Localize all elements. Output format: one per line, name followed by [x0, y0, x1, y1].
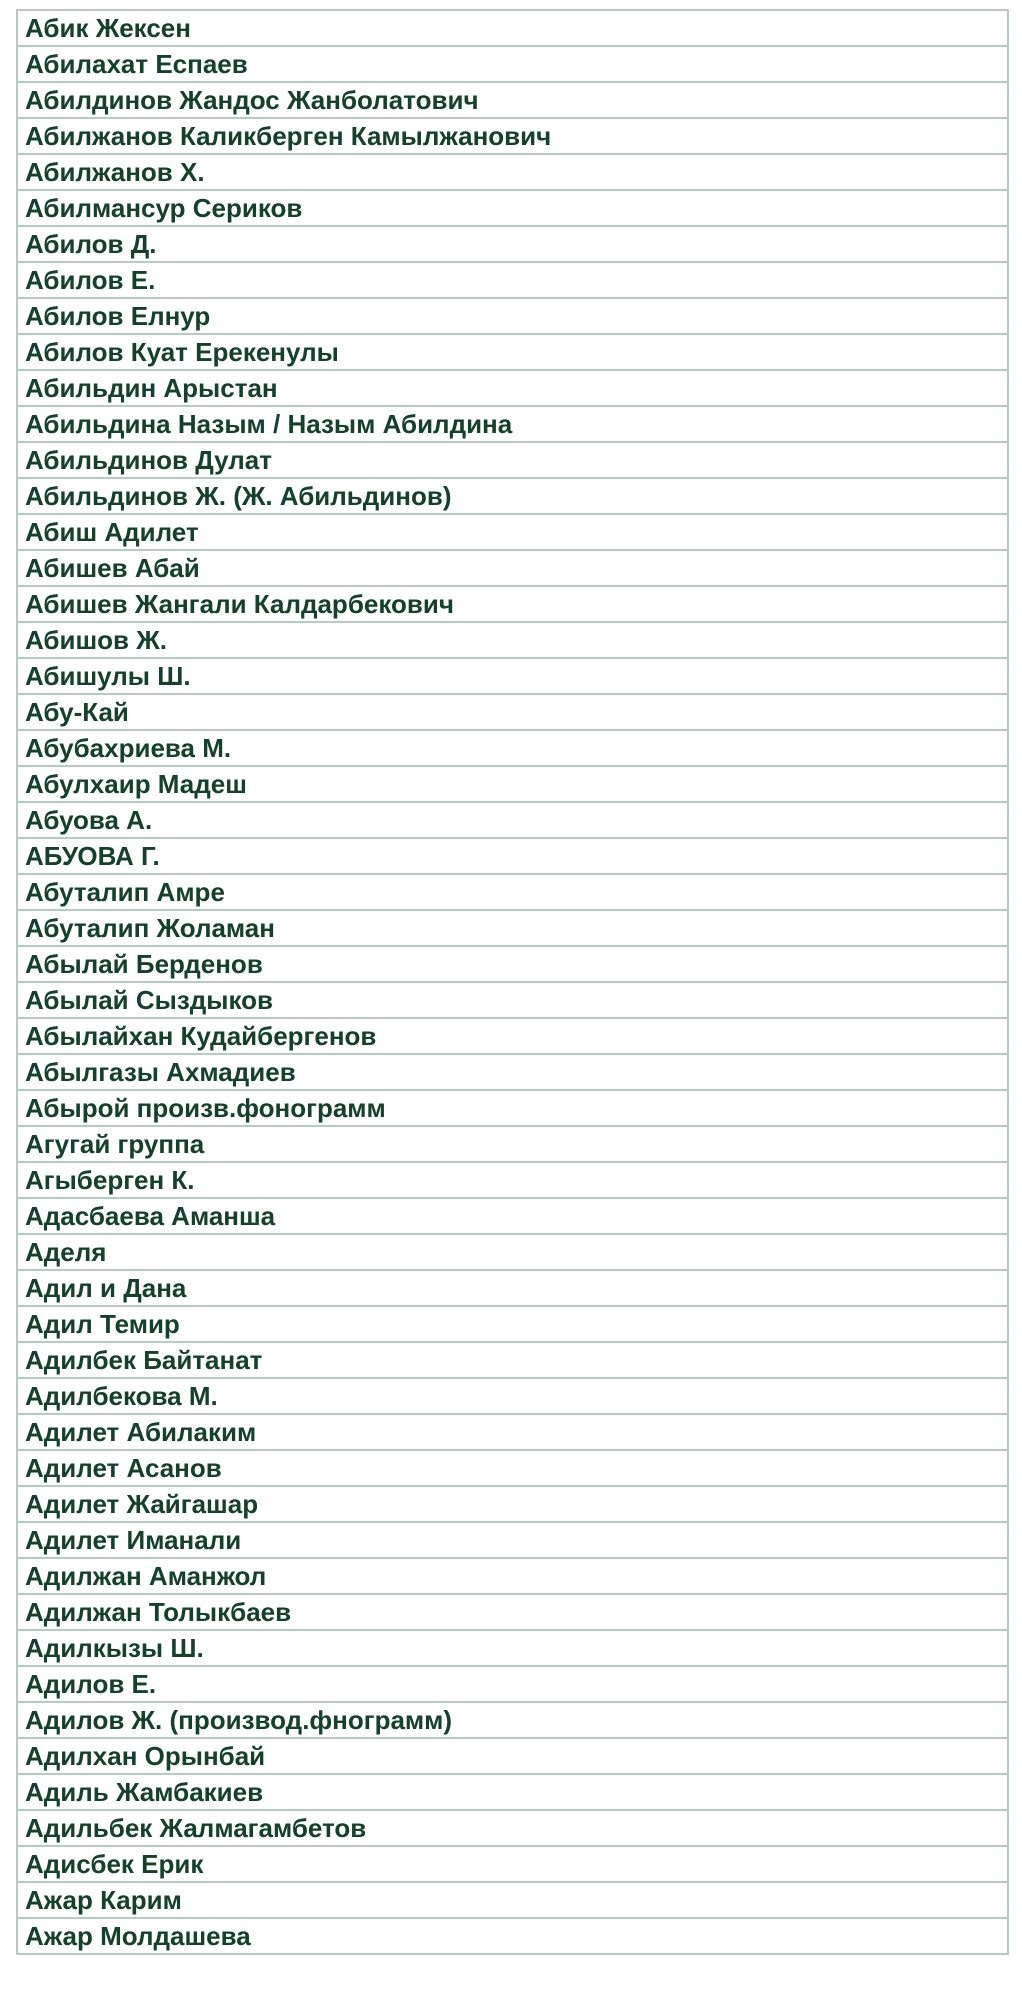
- name-cell: Абишулы Ш.: [17, 658, 1008, 694]
- table-row: [17, 118, 1008, 154]
- table-row: [17, 946, 1008, 982]
- table-row: [17, 1270, 1008, 1306]
- table-row: [17, 766, 1008, 802]
- name-cell: Абылгазы Ахмадиев: [17, 1054, 1008, 1090]
- name-cell: Абильдинов Ж. (Ж. Абильдинов): [17, 478, 1008, 514]
- name-cell: Адилжан Толыкбаев: [17, 1594, 1008, 1630]
- table-row: [17, 1810, 1008, 1846]
- table-row: [17, 910, 1008, 946]
- name-cell: Абулхаир Мадеш: [17, 766, 1008, 802]
- name-cell: Абилжанов Х.: [17, 154, 1008, 190]
- table-row: [17, 1018, 1008, 1054]
- table-row: [17, 982, 1008, 1018]
- name-cell: Абылайхан Кудайбергенов: [17, 1018, 1008, 1054]
- table-row: [17, 1090, 1008, 1126]
- table-row: [17, 46, 1008, 82]
- table-row: [17, 478, 1008, 514]
- name-cell: Адилжан Аманжол: [17, 1558, 1008, 1594]
- name-cell: Абишов Ж.: [17, 622, 1008, 658]
- name-cell: Абуталип Амре: [17, 874, 1008, 910]
- name-cell: Абишев Жангали Калдарбекович: [17, 586, 1008, 622]
- table-row: [17, 1702, 1008, 1738]
- table-row: [17, 1882, 1008, 1918]
- table-row: [17, 550, 1008, 586]
- name-cell: Абырой произв.фонограмм: [17, 1090, 1008, 1126]
- name-cell: Абуова А.: [17, 802, 1008, 838]
- name-cell: Адилбекова М.: [17, 1378, 1008, 1414]
- name-cell: Адиль Жамбакиев: [17, 1774, 1008, 1810]
- table-row: [17, 1918, 1008, 1954]
- name-cell: Абильдина Назым / Назым Абилдина: [17, 406, 1008, 442]
- name-cell: Абишев Абай: [17, 550, 1008, 586]
- name-cell: Абильдин Арыстан: [17, 370, 1008, 406]
- name-cell: Абылай Берденов: [17, 946, 1008, 982]
- name-cell: Абилахат Еспаев: [17, 46, 1008, 82]
- names-table: [16, 9, 1009, 1955]
- name-cell: Агугай группа: [17, 1126, 1008, 1162]
- name-cell: АБУОВА Г.: [17, 838, 1008, 874]
- table-row: [17, 1162, 1008, 1198]
- name-cell: Адисбек Ерик: [17, 1846, 1008, 1882]
- table-row: [17, 658, 1008, 694]
- table-row: [17, 838, 1008, 874]
- table-row: [17, 730, 1008, 766]
- name-cell: Ажар Карим: [17, 1882, 1008, 1918]
- table-row: [17, 1666, 1008, 1702]
- name-cell: Абилов Д.: [17, 226, 1008, 262]
- table-row: [17, 1378, 1008, 1414]
- name-cell: Аделя: [17, 1234, 1008, 1270]
- table-row: [17, 1774, 1008, 1810]
- table-row: [17, 1342, 1008, 1378]
- name-cell: Абылай Сыздыков: [17, 982, 1008, 1018]
- name-cell: Адилов Е.: [17, 1666, 1008, 1702]
- table-row: [17, 82, 1008, 118]
- name-cell: Абилдинов Жандос Жанболатович: [17, 82, 1008, 118]
- table-row: [17, 1054, 1008, 1090]
- table-row: [17, 1126, 1008, 1162]
- name-cell: Абиш Адилет: [17, 514, 1008, 550]
- table-row: [17, 1234, 1008, 1270]
- name-cell: Абилмансур Сериков: [17, 190, 1008, 226]
- table-row: [17, 1630, 1008, 1666]
- table-row: [17, 226, 1008, 262]
- name-cell: Адильбек Жалмагамбетов: [17, 1810, 1008, 1846]
- table-row: [17, 1846, 1008, 1882]
- table-row: [17, 190, 1008, 226]
- name-cell: Адилет Абилаким: [17, 1414, 1008, 1450]
- name-cell: Абилжанов Каликберген Камылжанович: [17, 118, 1008, 154]
- table-row: [17, 298, 1008, 334]
- table-row: [17, 370, 1008, 406]
- table-row: [17, 154, 1008, 190]
- name-cell: Абильдинов Дулат: [17, 442, 1008, 478]
- name-cell: Абилов Е.: [17, 262, 1008, 298]
- table-row: [17, 874, 1008, 910]
- table-row: [17, 802, 1008, 838]
- name-cell: Адилет Жайгашар: [17, 1486, 1008, 1522]
- table-row: [17, 1522, 1008, 1558]
- name-cell: Адилет Иманали: [17, 1522, 1008, 1558]
- table-row: [17, 1450, 1008, 1486]
- table-row: [17, 1486, 1008, 1522]
- table-row: [17, 10, 1008, 46]
- name-cell: Адил и Дана: [17, 1270, 1008, 1306]
- table-row: [17, 586, 1008, 622]
- name-cell: Адасбаева Аманша: [17, 1198, 1008, 1234]
- table-row: [17, 1414, 1008, 1450]
- name-cell: Абилов Елнур: [17, 298, 1008, 334]
- name-cell: Адилов Ж. (производ.фнограмм): [17, 1702, 1008, 1738]
- table-row: [17, 262, 1008, 298]
- names-table-body: [17, 10, 1008, 1954]
- name-cell: Адил Темир: [17, 1306, 1008, 1342]
- name-cell: Адилхан Орынбай: [17, 1738, 1008, 1774]
- name-cell: Адилет Асанов: [17, 1450, 1008, 1486]
- table-row: [17, 1198, 1008, 1234]
- table-row: [17, 442, 1008, 478]
- table-row: [17, 1594, 1008, 1630]
- table-row: [17, 1306, 1008, 1342]
- name-cell: Абуталип Жоламан: [17, 910, 1008, 946]
- table-row: [17, 514, 1008, 550]
- table-row: [17, 334, 1008, 370]
- name-cell: Абу-Кай: [17, 694, 1008, 730]
- table-row: [17, 406, 1008, 442]
- name-cell: Абик Жексен: [17, 10, 1008, 46]
- table-row: [17, 1738, 1008, 1774]
- table-row: [17, 1558, 1008, 1594]
- table-row: [17, 622, 1008, 658]
- name-cell: Адилбек Байтанат: [17, 1342, 1008, 1378]
- table-row: [17, 694, 1008, 730]
- name-cell: Абилов Куат Ерекенулы: [17, 334, 1008, 370]
- name-cell: Абубахриева М.: [17, 730, 1008, 766]
- name-cell: Агыберген К.: [17, 1162, 1008, 1198]
- name-cell: Ажар Молдашева: [17, 1918, 1008, 1954]
- name-cell: Адилкызы Ш.: [17, 1630, 1008, 1666]
